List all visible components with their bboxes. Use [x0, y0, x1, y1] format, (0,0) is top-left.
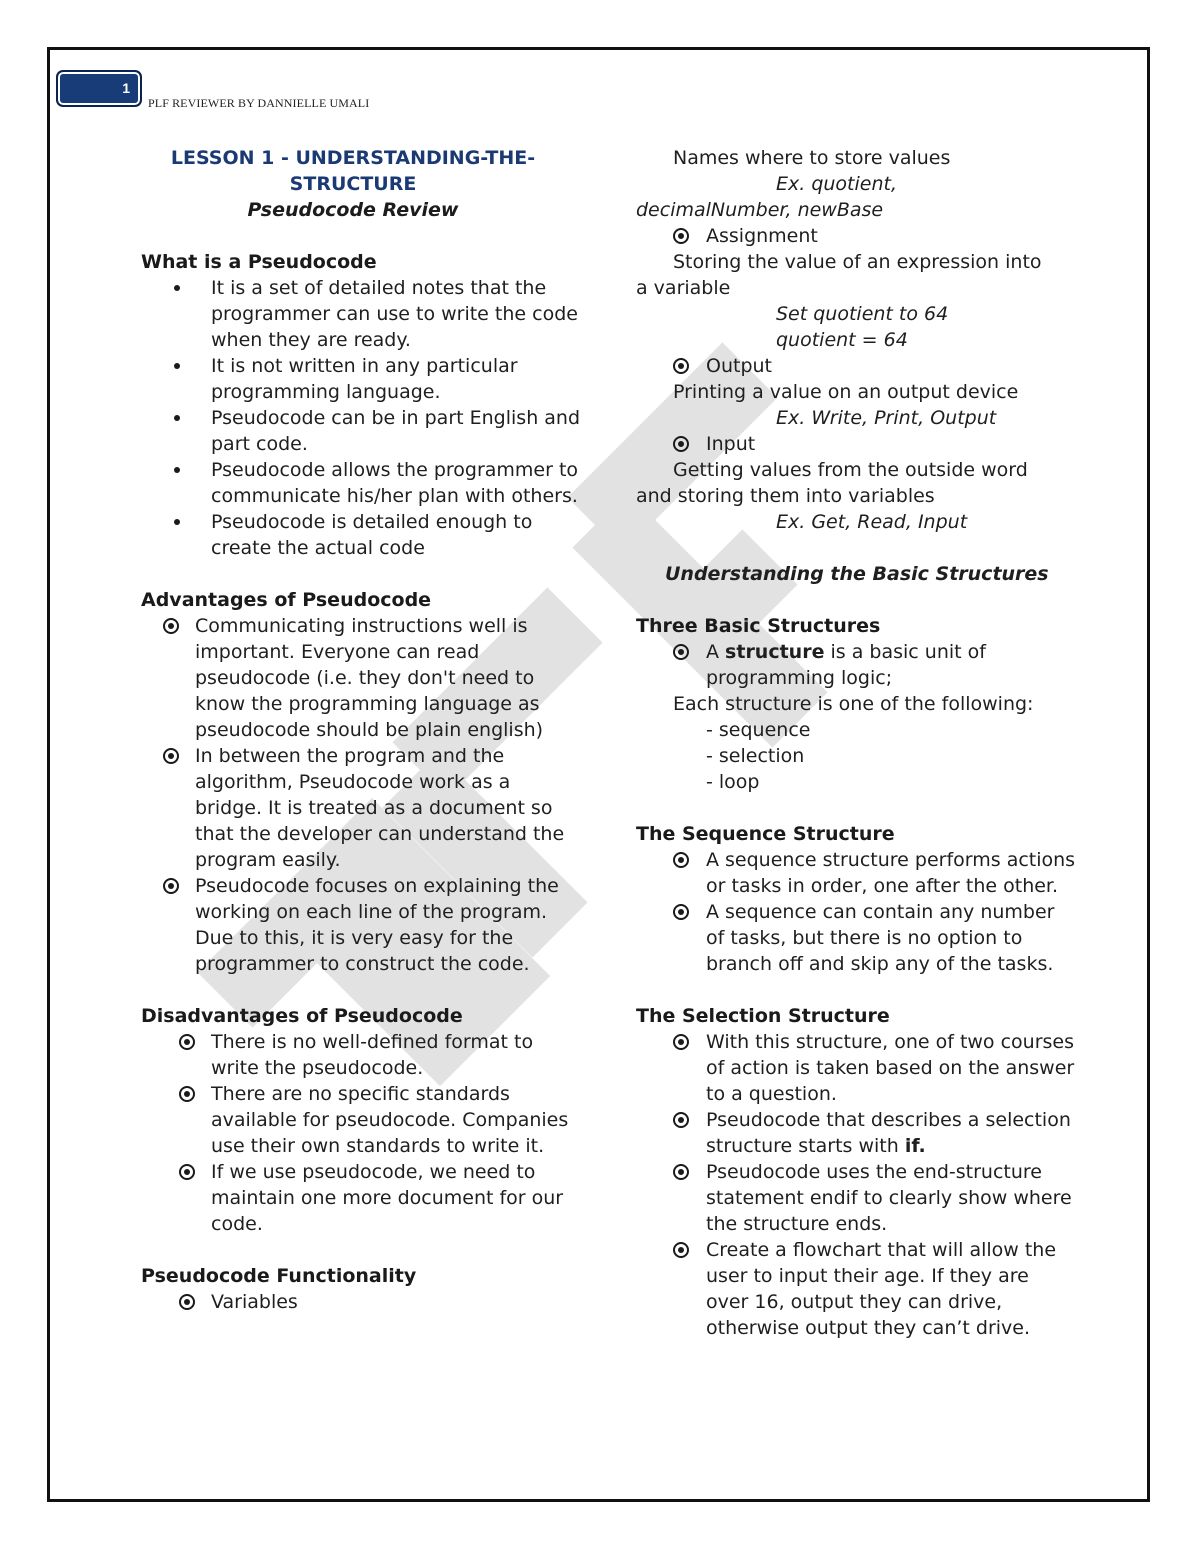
structure-types-list	[636, 717, 1076, 795]
list-item: In between the program and the algorithm, Pseudocode work as a bridge. It is treated as a document so that the developer can understand the program easily.	[141, 743, 581, 873]
radio-bullet-icon	[163, 878, 179, 894]
list-item: Create a flowchart that will allow the user to input their age. If they are over 16, output they can drive, otherwise output they can’t drive.	[636, 1237, 1076, 1341]
list-item: Pseudocode uses the end-structure statement endif to clearly show where the structure ends.	[636, 1159, 1076, 1237]
list-item: A structure is a basic unit of programming logic;	[636, 639, 1076, 691]
radio-bullet-icon	[673, 228, 689, 244]
radio-bullet-icon	[179, 1294, 195, 1310]
heading-selection-structure: The Selection Structure	[636, 1005, 890, 1027]
list-item: Pseudocode that describes a selection structure starts with if.	[636, 1107, 1076, 1159]
input-example: Ex. Get, Read, Input	[776, 511, 968, 533]
radio-bullet-icon	[179, 1164, 195, 1180]
what-list	[141, 275, 581, 561]
assignment-example-2: quotient = 64	[776, 329, 908, 351]
radio-bullet-icon	[673, 1112, 689, 1128]
each-structure-text: Each structure is one of the following:	[673, 693, 1034, 715]
list-item: - loop	[706, 771, 760, 793]
list-item: Variables	[141, 1289, 581, 1315]
heading-what-is-pseudocode: What is a Pseudocode	[141, 251, 377, 273]
radio-bullet-icon	[179, 1086, 195, 1102]
sequence-list	[636, 847, 1076, 977]
list-item: Pseudocode allows the programmer to communicate his/her plan with others.	[141, 457, 581, 509]
list-item: Pseudocode focuses on explaining the working on each line of the program. Due to this, it is very easy for the programmer to construct the code.	[141, 873, 581, 977]
heading-sequence-structure: The Sequence Structure	[636, 823, 895, 845]
list-item: There are no specific standards available for pseudocode. Companies use their own standards to write it.	[141, 1081, 581, 1159]
section-subtitle: Pseudocode Review	[247, 199, 459, 221]
radio-bullet-icon	[673, 904, 689, 920]
bullet-icon	[174, 285, 180, 291]
list-item: Communicating instructions well is important. Everyone can read pseudocode (i.e. they don't need to know the programming language as pseudocode should be plain english)	[141, 613, 581, 743]
bullet-icon	[174, 415, 180, 421]
input-description: Getting values from the outside word and storing them into variables	[636, 459, 1028, 507]
bullet-icon	[174, 363, 180, 369]
output-description: Printing a value on an output device	[673, 381, 1019, 403]
selection-list	[636, 1029, 1076, 1341]
radio-bullet-icon	[673, 358, 689, 374]
list-item: Assignment	[636, 223, 1076, 249]
assignment-item	[636, 223, 1076, 249]
list-item: There is no well-defined format to write the pseudocode.	[141, 1029, 581, 1081]
list-item: Output	[636, 353, 1076, 379]
left-column	[141, 145, 581, 1315]
running-header: PLF REVIEWER BY DANNIELLE UMALI	[148, 96, 370, 110]
structure-list	[636, 639, 1076, 691]
functionality-list	[141, 1289, 581, 1315]
disadvantages-list	[141, 1029, 581, 1237]
radio-bullet-icon	[673, 1242, 689, 1258]
bullet-icon	[174, 519, 180, 525]
list-item: If we use pseudocode, we need to maintain one more document for our code.	[141, 1159, 581, 1237]
assignment-description: Storing the value of an expression into a variable	[636, 251, 1042, 299]
input-item	[636, 431, 1076, 457]
output-example: Ex. Write, Print, Output	[776, 407, 997, 429]
radio-bullet-icon	[673, 852, 689, 868]
page-number: 1	[122, 80, 130, 96]
radio-bullet-icon	[163, 618, 179, 634]
list-item: With this structure, one of two courses of action is taken based on the answer to a question.	[636, 1029, 1076, 1107]
variables-description: Names where to store values	[673, 147, 951, 169]
list-item: A sequence structure performs actions or tasks in order, one after the other.	[636, 847, 1076, 899]
radio-bullet-icon	[179, 1034, 195, 1050]
list-item: A sequence can contain any number of tasks, but there is no option to branch off and skip any of the tasks.	[636, 899, 1076, 977]
heading-functionality: Pseudocode Functionality	[141, 1265, 417, 1287]
heading-three-basic-structures: Three Basic Structures	[636, 615, 881, 637]
advantages-list	[141, 613, 581, 977]
radio-bullet-icon	[673, 1164, 689, 1180]
radio-bullet-icon	[673, 644, 689, 660]
variables-example: Ex. quotient, decimalNumber, newBase	[636, 173, 898, 221]
heading-advantages: Advantages of Pseudocode	[141, 589, 432, 611]
list-item: It is not written in any particular programming language.	[141, 353, 581, 405]
basic-structures-subtitle: Understanding the Basic Structures	[665, 563, 1049, 585]
assignment-example-1: Set quotient to 64	[776, 303, 949, 325]
heading-disadvantages: Disadvantages of Pseudocode	[141, 1005, 463, 1027]
radio-bullet-icon	[163, 748, 179, 764]
right-column	[636, 145, 1076, 1341]
radio-bullet-icon	[673, 436, 689, 452]
list-item: Input	[636, 431, 1076, 457]
list-item: - sequence	[706, 719, 811, 741]
list-item: Pseudocode is detailed enough to create the actual code	[141, 509, 581, 561]
bullet-icon	[174, 467, 180, 473]
page-number-badge	[56, 70, 142, 107]
lesson-title: LESSON 1 - UNDERSTANDING-THE- STRUCTURE	[170, 147, 536, 195]
list-item: Pseudocode can be in part English and part code.	[141, 405, 581, 457]
list-item: - selection	[706, 745, 805, 767]
list-item: It is a set of detailed notes that the programmer can use to write the code when they are ready.	[141, 275, 581, 353]
output-item	[636, 353, 1076, 379]
radio-bullet-icon	[673, 1034, 689, 1050]
